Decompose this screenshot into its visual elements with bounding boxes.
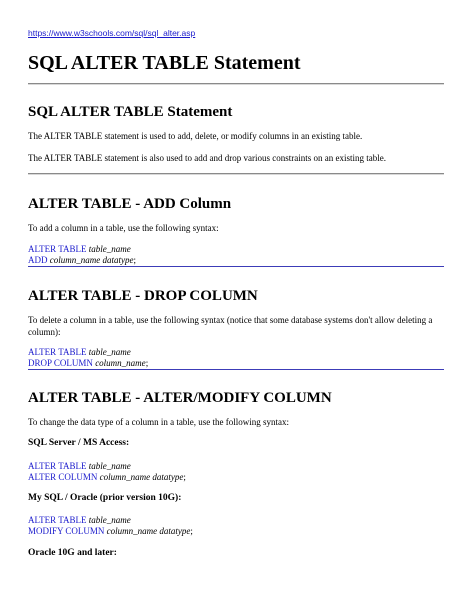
code-placeholder: table_name (88, 461, 131, 471)
code-line (28, 358, 148, 369)
divider (28, 173, 444, 175)
code-keyword: ALTER TABLE (28, 244, 87, 254)
code-semicolon: ; (190, 526, 193, 536)
section-heading-alter-table: SQL ALTER TABLE Statement (28, 104, 233, 120)
code-semicolon: ; (183, 472, 186, 482)
section-heading-alter-modify-column: ALTER TABLE - ALTER/MODIFY COLUMN (28, 390, 332, 406)
code-line (28, 515, 131, 526)
code-keyword: ALTER TABLE (28, 347, 87, 357)
code-semicolon: ; (145, 358, 149, 368)
code-line (28, 244, 131, 255)
source-url-link[interactable]: https://www.w3schools.com/sql/sql_alter.asp (28, 28, 196, 38)
code-placeholder: column_name (95, 358, 146, 368)
code-placeholder: column_name datatype (106, 526, 191, 536)
code-keyword: DROP COLUMN (28, 358, 93, 368)
code-line (28, 347, 131, 358)
code-line (28, 461, 131, 472)
subheading-mysql-oracle: My SQL / Oracle (prior version 10G): (28, 493, 182, 503)
subheading-sql-server: SQL Server / MS Access: (28, 438, 130, 448)
divider (28, 83, 444, 85)
code-line (28, 255, 136, 266)
code-keyword: ALTER TABLE (28, 515, 87, 525)
page-title: SQL ALTER TABLE Statement (28, 52, 301, 74)
code-semicolon: ; (133, 255, 136, 265)
code-underline (28, 369, 444, 370)
paragraph: To add a column in a table, use the following syntax: (28, 223, 219, 233)
code-placeholder: table_name (88, 244, 131, 254)
code-keyword: ALTER COLUMN (28, 472, 98, 482)
code-placeholder: column_name datatype (99, 472, 184, 482)
paragraph: To delete a column in a table, use the following syntax (notice that some database systems don't allow deleting a column): (28, 315, 433, 337)
code-underline (28, 266, 444, 267)
code-keyword: MODIFY COLUMN (28, 526, 105, 536)
subheading-oracle-10g: Oracle 10G and later: (28, 548, 117, 558)
paragraph: The ALTER TABLE statement is also used to add and drop various constraints on an existing table. (28, 153, 386, 163)
code-line (28, 526, 193, 537)
paragraph: To change the data type of a column in a table, use the following syntax: (28, 417, 290, 427)
code-placeholder: table_name (88, 347, 131, 357)
code-line (28, 472, 186, 483)
code-keyword: ADD (28, 255, 48, 265)
paragraph: The ALTER TABLE statement is used to add, delete, or modify columns in an existing table. (28, 131, 363, 141)
section-heading-add-column: ALTER TABLE - ADD Column (28, 196, 232, 212)
code-placeholder: table_name (88, 515, 131, 525)
section-heading-drop-column: ALTER TABLE - DROP COLUMN (28, 288, 258, 304)
code-placeholder: column_name datatype (49, 255, 134, 265)
code-keyword: ALTER TABLE (28, 461, 87, 471)
